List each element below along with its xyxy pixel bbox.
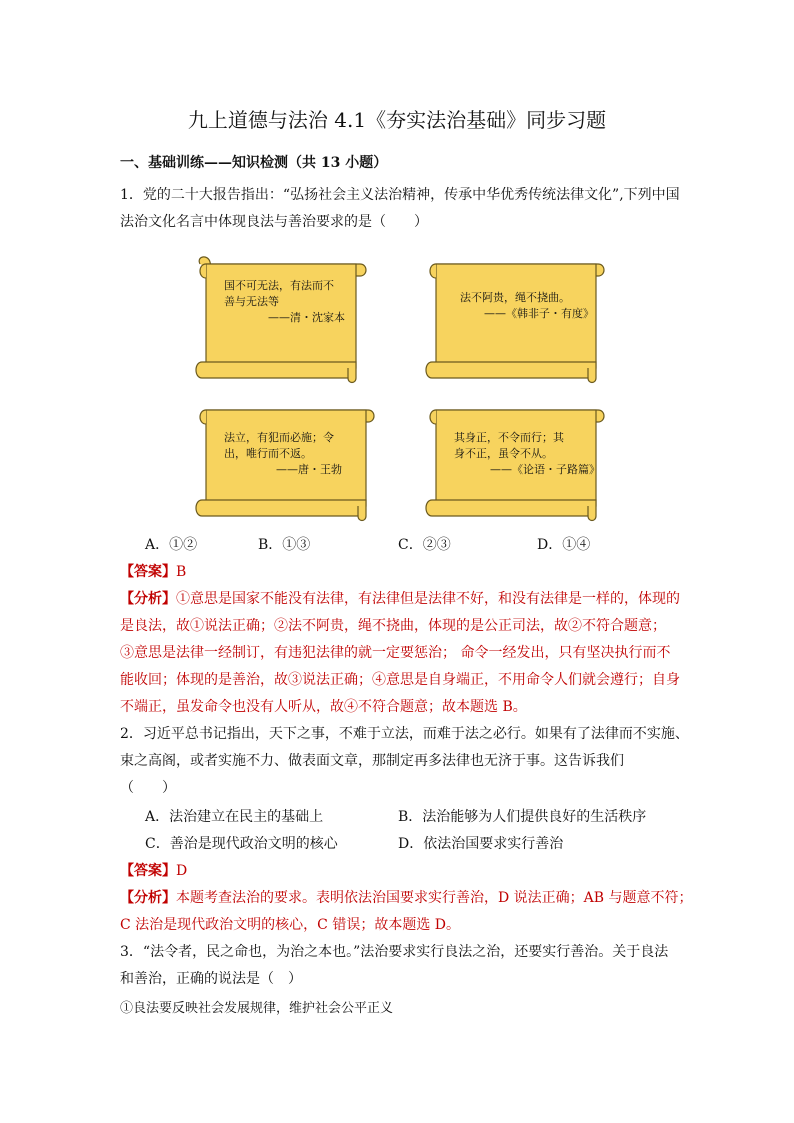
q1-analysis-line1 — [120, 588, 680, 608]
q2-stem-line3: （ ） — [120, 780, 176, 796]
scroll-4-text — [454, 430, 600, 478]
scroll-1 — [192, 252, 368, 388]
scroll-4 — [422, 398, 608, 528]
q3-stem-line1: 3．“法令者，民之命也，为治之本也。”法治要求实行良法之治，还要实行善治。关于良法 — [120, 944, 669, 960]
q2-answer — [120, 860, 187, 880]
q1-answer — [120, 561, 186, 581]
q1-analysis-line3: ③意思是法律一经制订，有违犯法律的就一定要惩治； 命令一经发出，只有坚决执行而不 — [120, 645, 671, 661]
scroll-3-line1: 法立，有犯而必施；令 — [224, 431, 334, 444]
scroll-1-line3: ——清・沈家本 — [268, 311, 345, 324]
q3-stem-line2: 和善治，正确的说法是（ ） — [120, 971, 302, 987]
q2-option-a: A．法治建立在民主的基础上 — [145, 809, 324, 825]
q1-answer-value: B — [176, 564, 187, 580]
scroll-3-text — [224, 430, 342, 478]
q3-item-1: ①良法要反映社会发展规律，维护社会公平正义 — [120, 1001, 394, 1016]
q2-stem-line1: 2．习近平总书记指出，天下之事，不难于立法，而难于法之必行。如果有了法律而不实施、 — [120, 726, 689, 742]
scroll-2 — [422, 252, 608, 388]
q1-option-b: B．①③ — [258, 537, 311, 553]
q2-option-c: C．善治是现代政治文明的核心 — [145, 836, 338, 852]
q1-answer-label: 【答案】 — [120, 564, 176, 580]
q2-answer-value: D — [176, 863, 188, 879]
scroll-1-line2: 善与无法等 — [224, 295, 279, 308]
scroll-1-line1: 国不可无法，有法而不 — [224, 279, 334, 292]
scroll-4-line3: ——《论语・子路篇》 — [490, 463, 600, 476]
scroll-2-line2: ——《韩非子・有度》 — [484, 307, 594, 320]
q1-stem-line1: 1．党的二十大报告指出：“弘扬社会主义法治精神，传承中华优秀传统法律文化”,下列中国 — [120, 187, 680, 203]
q1-analysis-line4: 能收回；体现的是善治，故③说法正确；④意思是自身端正，不用命令人们就会遵行；自身 — [120, 672, 680, 688]
q2-analysis-label: 【分析】 — [120, 890, 176, 906]
scroll-2-line1: 法不阿贵，绳不挠曲。 — [460, 291, 570, 304]
q2-answer-label: 【答案】 — [120, 863, 176, 879]
q2-option-b: B．法治能够为人们提供良好的生活秩序 — [398, 809, 647, 825]
q1-analysis-line2: 是良法，故①说法正确；②法不阿贵，绳不挠曲，体现的是公正司法，故②不符合题意； — [120, 618, 666, 634]
scroll-2-text — [460, 290, 594, 322]
q1-stem-line2: 法治文化名言中体现良法与善治要求的是（ ） — [120, 214, 428, 230]
scroll-4-line2: 身不正，虽令不从。 — [454, 447, 553, 460]
scroll-3 — [192, 398, 378, 528]
q2-analysis-text-1: 本题考查法治的要求。表明依法治国要求实行善治，D 说法正确；AB 与题意不符； — [176, 890, 693, 906]
scroll-4-line1: 其身正，不令而行；其 — [454, 431, 564, 444]
scroll-3-line2: 出，唯行而不返。 — [224, 447, 312, 460]
q1-option-d: D．①④ — [537, 537, 591, 553]
section-heading: 一、基础训练——知识检测（共 13 小题） — [120, 155, 388, 171]
q2-option-d: D．依法治国要求实行善治 — [398, 836, 564, 852]
q1-analysis-line5: 不端正，虽发命令也没有人听从，故④不符合题意；故本题选 B。 — [120, 699, 527, 715]
q2-analysis-line2: C 法治是现代政治文明的核心，C 错误；故本题选 D。 — [120, 917, 460, 933]
q1-analysis-label: 【分析】 — [120, 591, 176, 607]
q2-analysis-line1 — [120, 887, 693, 907]
scroll-3-line3: ——唐・王勃 — [276, 463, 342, 476]
q1-analysis-text-1: ①意思是国家不能没有法律，有法律但是法律不好，和没有法律是一样的，体现的 — [176, 591, 680, 607]
q2-stem-line2: 束之高阁，或者实施不力、做表面文章，那制定再多法律也无济于事。这告诉我们 — [120, 753, 624, 769]
q1-option-a: A．①② — [145, 537, 198, 553]
q1-option-c: C．②③ — [398, 537, 451, 553]
scroll-1-text — [224, 278, 345, 326]
page-title: 九上道德与法治 4.1《夯实法治基础》同步习题 — [187, 108, 607, 132]
